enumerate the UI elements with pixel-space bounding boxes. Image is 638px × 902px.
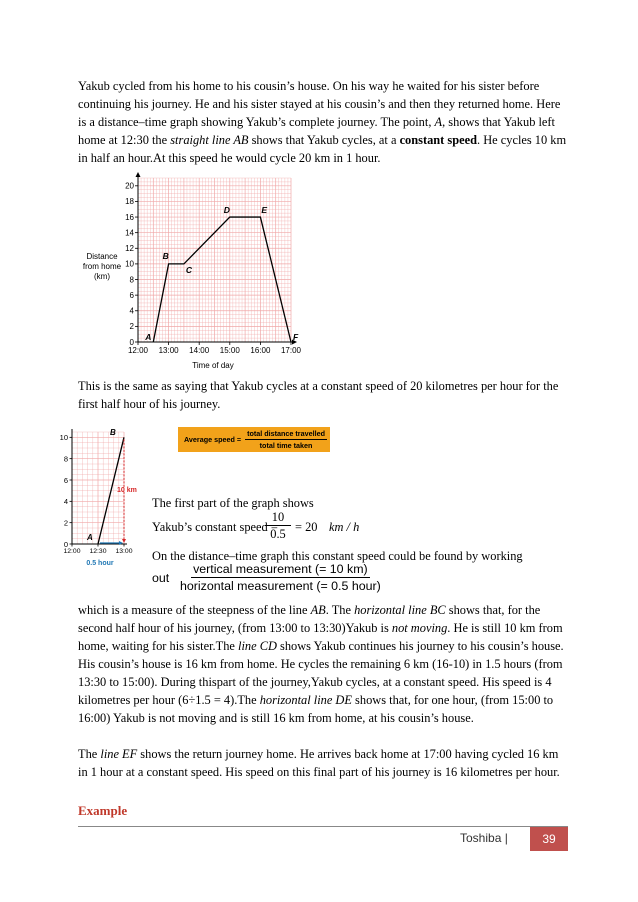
graph1-y-tick-label: 8 bbox=[129, 275, 134, 285]
graph1-x-tick-label: 13:00 bbox=[158, 346, 179, 355]
distance-time-graph bbox=[76, 170, 306, 375]
main-text-3: shows that, for the second half hour of his journey, (from 13:00 to 13:30)Yakub is bbox=[78, 603, 541, 635]
main-de: horizontal line DE bbox=[259, 693, 352, 707]
graph1-ylabel-line3: (km) bbox=[94, 272, 110, 281]
graph2-y-tick-label: 6 bbox=[63, 475, 68, 485]
working-numerator: vertical measurement (= 10 km) bbox=[193, 562, 368, 576]
formula-numerator: total distance travelled bbox=[247, 429, 325, 438]
graph2-vertical-arrowhead bbox=[122, 539, 126, 543]
speed-eq-result: = 20 bbox=[295, 520, 318, 534]
first-half-hour-graph bbox=[54, 426, 140, 572]
speed-eq-denominator: 0.5 bbox=[270, 527, 286, 541]
footer-brand: Toshiba | bbox=[460, 831, 508, 845]
graph1-point-label: D bbox=[223, 205, 230, 216]
ef-paragraph bbox=[78, 745, 568, 781]
formula-denominator: total time taken bbox=[259, 441, 313, 450]
graph1-point-label: C bbox=[185, 264, 193, 275]
graph1-ylabel-line1: Distance bbox=[86, 252, 118, 261]
graph1-y-ticks bbox=[125, 182, 138, 347]
main-text-6: shows that, for one hour, (from 15:00 to 16:00) Yakub is not moving and is still 16 km from home, at his cousin’s house. bbox=[78, 693, 554, 725]
main-paragraph bbox=[78, 601, 568, 727]
graph1-point-label: E bbox=[261, 205, 268, 216]
graph1-x-tick-label: 14:00 bbox=[189, 346, 210, 355]
graph1-y-tick-label: 0 bbox=[129, 337, 134, 347]
working-fraction bbox=[180, 561, 381, 595]
graph1-x-tick-label: 16:00 bbox=[250, 346, 271, 355]
ef-line: line EF bbox=[100, 747, 138, 761]
graph2-y-ticks bbox=[60, 433, 72, 549]
footer-divider bbox=[78, 826, 568, 827]
main-text-5: shows Yakub continues his journey to his cousin’s house. His cousin’s house is 16 km from home. He cycles the remaining 6 km (16-10) in 1.5 hours (from 13:30 to 15:00). During thispart of the journey,Yakub cycles, at a constant speed. His speed is 4 kilometres per hour (6÷1.5 = 4).The bbox=[78, 639, 564, 707]
main-bc: horizontal line BC bbox=[354, 603, 446, 617]
first-part-text: The first part of the graph shows bbox=[152, 496, 314, 510]
graph1-y-tick-label: 10 bbox=[125, 259, 134, 269]
graph1-y-tick-label: 16 bbox=[125, 212, 134, 222]
example-heading: Example bbox=[78, 803, 128, 818]
graph1-y-tick-label: 14 bbox=[125, 228, 134, 238]
graph2-y-tick-label: 10 bbox=[59, 433, 68, 443]
graph2-y-tick-label: 8 bbox=[63, 454, 68, 464]
intro-paragraph bbox=[78, 77, 568, 167]
graph1-y-tick-label: 20 bbox=[125, 181, 134, 191]
main-text-1: which is a measure of the steepness of the line bbox=[78, 603, 311, 617]
graph2-x-tick-label: 12:00 bbox=[63, 548, 81, 555]
speed-eq-unit: km / h bbox=[329, 520, 360, 534]
formula-fraction bbox=[245, 429, 327, 450]
graph2-x-tick-label: 13:00 bbox=[115, 548, 133, 555]
graph2-label-a: A bbox=[87, 533, 93, 542]
formula-lhs: Average speed = bbox=[184, 435, 242, 444]
intro-text-1: Yakub cycled from his home to his cousin’s house. On his way he waited for his sister before continuing his journey. He and his sister stayed at his cousin’s and then they returned home. Here is a distance–time graph showing Yakub’s complete journey. The point, bbox=[78, 79, 561, 129]
speed-eq-prefix: Yakub’s constant speed = bbox=[152, 520, 278, 534]
graph1-y-tick-label: 12 bbox=[125, 244, 134, 254]
graph2-y-tick-label: 2 bbox=[63, 518, 68, 528]
average-speed-formula bbox=[178, 427, 330, 452]
graph2-x-ticks bbox=[63, 544, 132, 555]
graph2-x-tick-label: 12:30 bbox=[89, 548, 107, 555]
graph1-point-label: B bbox=[162, 250, 169, 261]
graph2-label-b: B bbox=[110, 428, 116, 437]
intro-point-a: A bbox=[434, 115, 443, 129]
graph2-label-half-hour: 0.5 hour bbox=[86, 560, 114, 567]
graph1-x-ticks bbox=[128, 342, 302, 355]
graph2-y-tick-label: 0 bbox=[63, 539, 68, 549]
graph1-y-tick-label: 2 bbox=[129, 322, 134, 332]
intro-constant-speed: constant speed bbox=[399, 133, 478, 147]
main-cd: line CD bbox=[238, 639, 277, 653]
speed-eq-fraction bbox=[265, 510, 291, 542]
graph1-ylabel-line2: from home bbox=[82, 262, 122, 271]
speed-eq-numerator: 10 bbox=[265, 510, 291, 526]
intro-text-3: shows that Yakub cycles, at a bbox=[248, 133, 400, 147]
graph1-xlabel: Time of day bbox=[192, 361, 234, 370]
page-number: 39 bbox=[530, 827, 568, 851]
main-ab: AB bbox=[310, 603, 326, 617]
graph2-label-10km: 10 km bbox=[117, 487, 137, 494]
graph1-point-label: F bbox=[293, 332, 299, 342]
graph1-y-tick-label: 18 bbox=[125, 197, 134, 207]
graph1-y-tick-label: 4 bbox=[129, 306, 134, 316]
ef-text-2: shows the return journey home. He arrives back home at 17:00 having cycled 16 km in 1 hour at a constant speed. His speed on this final part of his journey is 16 kilometres per hour. bbox=[78, 747, 560, 779]
working-out-text: On the distance–time graph this constant speed could be found by working bbox=[152, 549, 523, 563]
graph1-point-label: A bbox=[145, 332, 152, 342]
graph1-x-tick-label: 12:00 bbox=[127, 346, 149, 355]
graph1-y-arrow bbox=[136, 172, 141, 177]
paragraph-constant-speed: This is the same as saying that Yakub cycles at a constant speed of 20 kilometres per hour for the first half hour of his journey. bbox=[78, 379, 559, 411]
ef-text-1: The bbox=[78, 747, 101, 761]
main-text-2: . The bbox=[325, 603, 355, 617]
working-denominator: horizontal measurement (= 0.5 hour) bbox=[180, 579, 381, 593]
intro-text-4: . He cycles 10 km in half an hour.At this speed he would cycle 20 km in 1 hour. bbox=[78, 133, 567, 165]
graph1-grid bbox=[138, 178, 291, 342]
graph2-y-tick-label: 4 bbox=[63, 497, 68, 507]
graph1-x-tick-label: 17:00 bbox=[280, 346, 302, 355]
main-text-4: . He is still 10 km from home, waiting for his sister.The bbox=[78, 621, 563, 653]
intro-text-2: , shows that Yakub left home at 12:30 the bbox=[78, 115, 556, 147]
graph1-y-tick-label: 6 bbox=[129, 290, 134, 300]
intro-line-ab: straight line AB bbox=[170, 133, 249, 147]
working-out-word: out bbox=[152, 571, 170, 585]
graph1-x-tick-label: 15:00 bbox=[219, 346, 240, 355]
main-not-moving: not moving bbox=[391, 621, 448, 635]
